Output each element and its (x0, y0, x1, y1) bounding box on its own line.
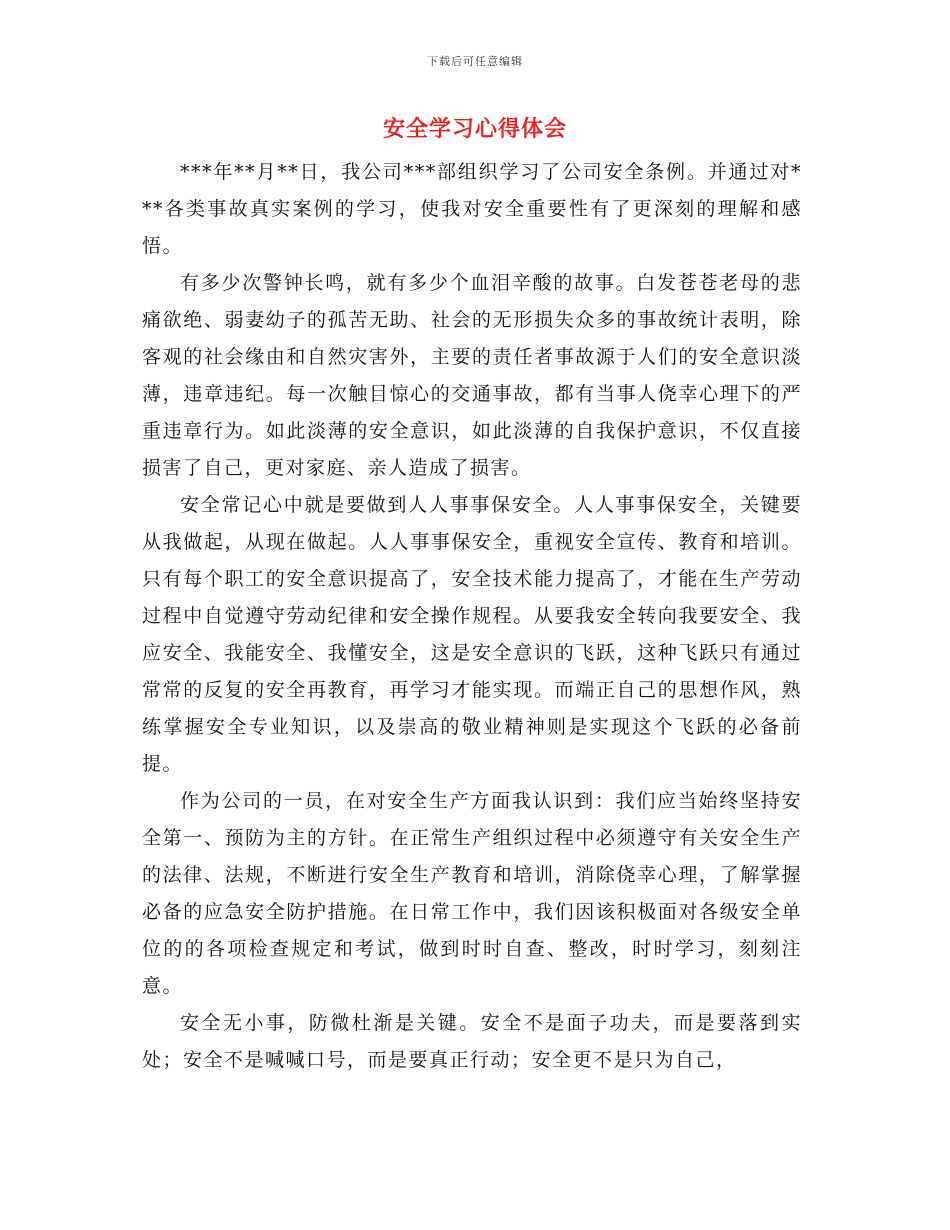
paragraph-5: 安全无小事，防微杜渐是关键。安全不是面子功夫，而是要落到实处；安全不是喊喊口号，而是要真正行动；安全更不是只为自己， (142, 1012, 802, 1071)
paragraph-1: ***年**月**日，我公司***部组织学习了公司安全条例。并通过对***各类事故真实案例的学习，使我对安全重要性有了更深刻的理解和感悟。 (142, 161, 802, 257)
paragraph-3: 安全常记心中就是要做到人人事事保安全。人人事事保安全，关键要从我做起，从现在做起。人人事事保安全，重视安全宣传、教育和培训。只有每个职工的安全意识提高了，安全技术能力提高了，才能在生产劳动过程中自觉遵守劳动纪律和安全操作规程。从要我安全转向我要安全、我应安全、我能安全、我懂安全，这是安全意识的飞跃，这种飞跃只有通过常常的反复的安全再教育，再学习才能实现。而端正自己的思想作风，熟练掌握安全专业知识，以及崇高的敬业精神则是实现这个飞跃的必备前提。 (142, 494, 802, 775)
document-title: 安全学习心得体会 (382, 116, 567, 142)
paragraph-4: 作为公司的一员，在对安全生产方面我认识到：我们应当始终坚持安全第一、预防为主的方针。在正常生产组织过程中必须遵守有关安全生产的法律、法规，不断进行安全生产教育和培训，消除侥幸心理，了解掌握必备的应急安全防护措施。在日常工作中，我们因该积极面对各级安全单位的的各项检查规定和考试，做到时时自查、整改，时时学习，刻刻注意。 (142, 790, 802, 997)
paragraph-2: 有多少次警钟长鸣，就有多少个血泪辛酸的故事。白发苍苍老母的悲痛欲绝、弱妻幼子的孤苦无助、社会的无形损失众多的事故统计表明，除客观的社会缘由和自然灾害外，主要的责任者事故源于人们的安全意识淡薄，违章违纪。每一次触目惊心的交通事故，都有当事人侥幸心理下的严重违章行为。如此淡薄的安全意识，如此淡薄的自我保护意识，不仅直接损害了自己，更对家庭、亲人造成了损害。 (142, 272, 802, 479)
document-body (142, 154, 802, 1079)
header-note: 下载后可任意编辑 (427, 55, 523, 68)
